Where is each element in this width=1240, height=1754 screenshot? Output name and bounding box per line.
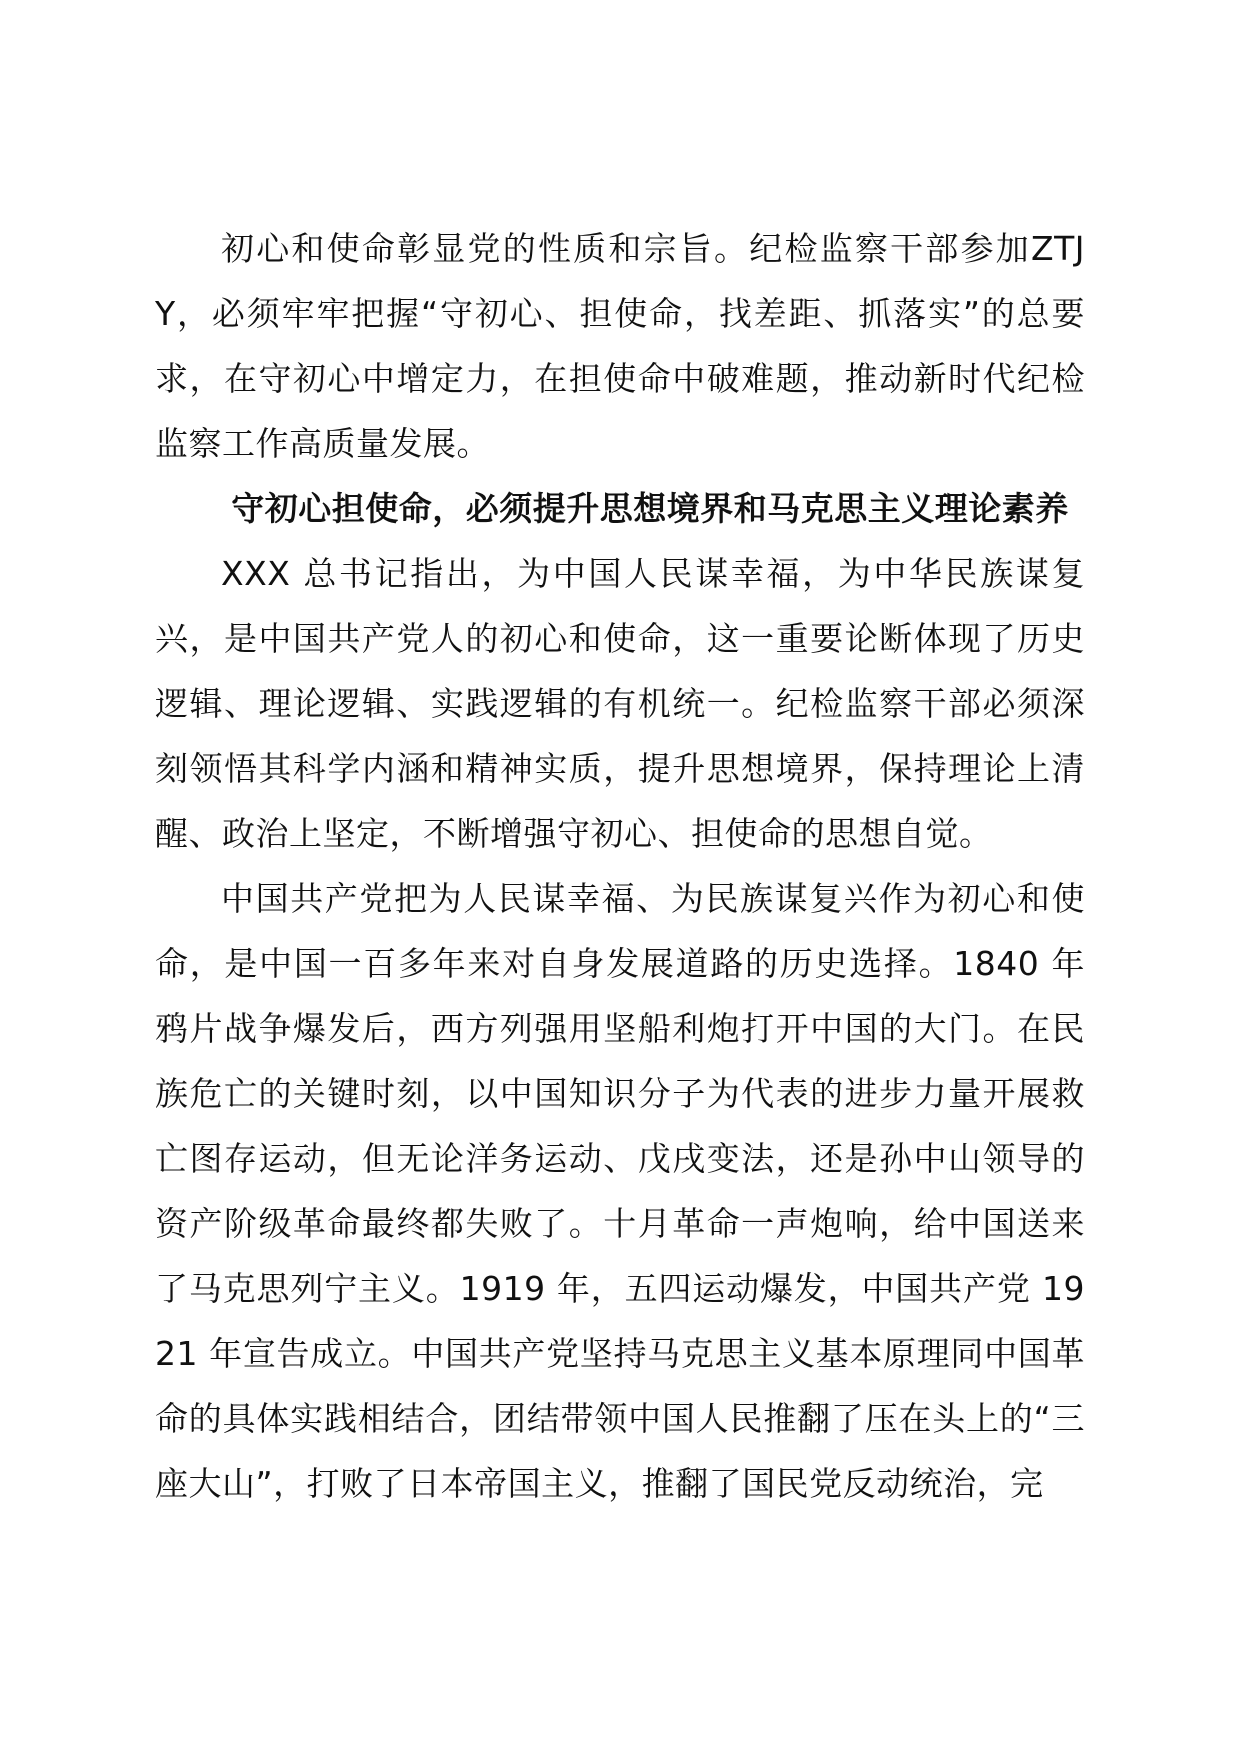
document-body xyxy=(155,216,1085,1516)
intro-paragraph: 初心和使命彰显党的性质和宗旨。纪检监察干部参加ZTJY，必须牢牢把握“守初心、担使命，找差距、抓落实”的总要求，在守初心中增定力，在担使命中破难题，推动新时代纪检监察工作高质量发展。 xyxy=(155,229,1085,463)
section-heading: 守初心担使命，必须提升思想境界和马克思主义理论素养 xyxy=(231,489,1069,528)
paragraph-3: 中国共产党把为人民谋幸福、为民族谋复兴作为初心和使命，是中国一百多年来对自身发展道路的历史选择。1840 年鸦片战争爆发后，西方列强用坚船利炮打开中国的大门。在民族危亡的关键时刻，以中国知识分子为代表的进步力量开展救亡图存运动，但无论洋务运动、戊戌变法，还是孙中山领导的资产阶级革命最终都失败了。十月革命一声炮响，给中国送来了马克思列宁主义。1919 年，五四运动爆发，中国共产党 1921 年宣告成立。中国共产党坚持马克思主义基本原理同中国革命的具体实践相结合，团结带领中国人民推翻了压在头上的“三座大山”，打败了日本帝国主义，推翻了国民党反动统治，完 xyxy=(155,879,1085,1503)
paragraph-2: XXX 总书记指出，为中国人民谋幸福，为中华民族谋复兴，是中国共产党人的初心和使命，这一重要论断体现了历史逻辑、理论逻辑、实践逻辑的有机统一。纪检监察干部必须深刻领悟其科学内涵和精神实质，提升思想境界，保持理论上清醒、政治上坚定，不断增强守初心、担使命的思想自觉。 xyxy=(155,554,1085,853)
